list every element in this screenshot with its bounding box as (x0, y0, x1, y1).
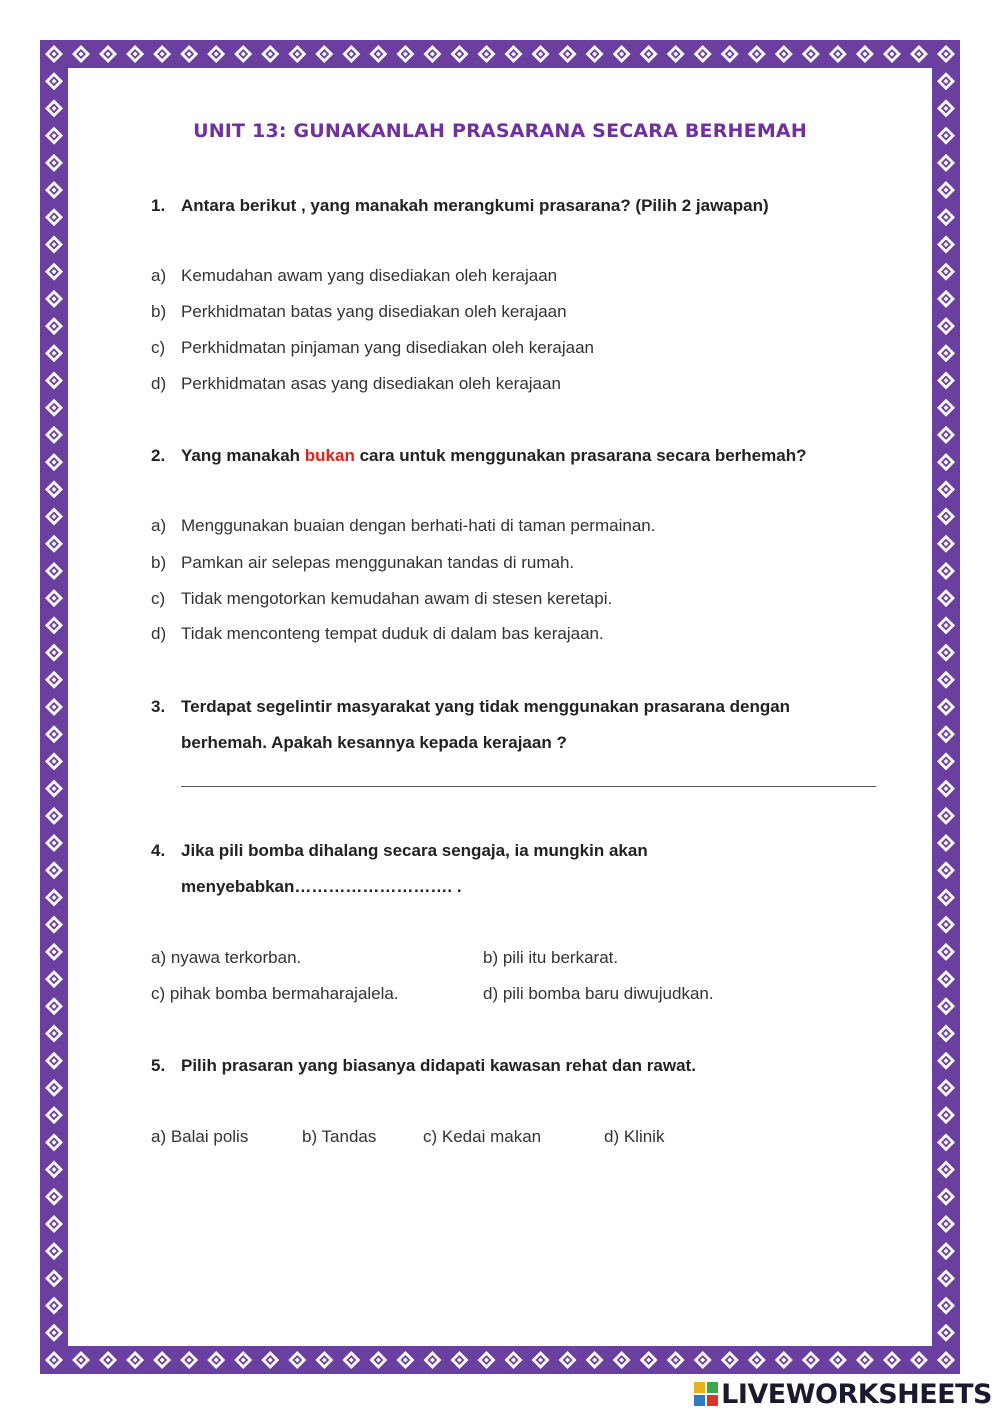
q2-option-a[interactable] (151, 516, 655, 536)
question-text-line2: menyebabkan………………………. . (181, 877, 462, 896)
q1-option-d[interactable] (151, 374, 561, 394)
option-text: Perkhidmatan asas yang disediakan oleh kerajaan (181, 374, 561, 393)
option-text: Tidak mengotorkan kemudahan awam di stesen keretapi. (181, 589, 613, 608)
q4-option-a[interactable]: a) nyawa terkorban. (151, 948, 302, 967)
q1-option-a[interactable] (151, 266, 557, 286)
option-letter: c) (151, 589, 166, 608)
question-text: Antara berikut , yang manakah merangkumi prasarana? (Pilih 2 jawapan) (181, 196, 769, 215)
option-letter: b) (151, 553, 167, 572)
question-text-start: Yang manakah (181, 446, 305, 465)
question-text-line1: Terdapat segelintir masyarakat yang tidak menggunakan prasarana dengan (181, 697, 791, 716)
question-text-end: cara untuk menggunakan prasarana secara berhemah? (354, 446, 807, 465)
q2-option-c[interactable] (151, 589, 612, 609)
option-text: Kemudahan awam yang disediakan oleh kerajaan (181, 266, 558, 285)
option-letter: c) (151, 338, 166, 357)
option-text: Menggunakan buaian dengan berhati-hati di taman permainan. (181, 516, 656, 535)
question-highlight: bukan (304, 446, 355, 465)
question-3 (151, 689, 790, 761)
question-text-line1: Jika pili bomba dihalang secara sengaja, ia mungkin akan (181, 841, 648, 860)
q2-option-d[interactable] (151, 624, 604, 644)
logo-text: LIVEWORKSHEETS (721, 1378, 992, 1410)
q1-option-c[interactable] (151, 338, 594, 358)
option-letter: a) (151, 516, 167, 535)
question-4 (151, 833, 648, 905)
q1-option-b[interactable] (151, 302, 567, 322)
question-number: 1. (151, 196, 166, 215)
answer-line[interactable] (181, 786, 876, 787)
option-text: Perkhidmatan pinjaman yang disediakan oleh kerajaan (181, 338, 594, 357)
option-text: Tidak menconteng tempat duduk di dalam bas kerajaan. (181, 624, 604, 643)
q4-option-b[interactable]: b) pili itu berkarat. (483, 948, 619, 967)
q5-option-a[interactable]: a) Balai polis (151, 1127, 249, 1146)
question-text-line2: berhemah. Apakah kesannya kepada kerajaan ? (181, 733, 567, 752)
question-number: 5. (151, 1056, 166, 1075)
option-letter: d) (151, 624, 167, 643)
liveworksheets-logo[interactable] (693, 1378, 992, 1410)
worksheet-title: UNIT 13: GUNAKANLAH PRASARANA SECARA BERHEMAH (193, 120, 807, 142)
option-text: Perkhidmatan batas yang disediakan oleh kerajaan (181, 302, 567, 321)
q5-option-b[interactable]: b) Tandas (302, 1127, 377, 1146)
question-number: 3. (151, 697, 166, 716)
q5-option-d[interactable]: d) Klinik (604, 1127, 665, 1146)
question-text: Pilih prasaran yang biasanya didapati kawasan rehat dan rawat. (181, 1056, 696, 1075)
question-1 (151, 188, 769, 224)
question-number: 4. (151, 841, 166, 860)
q4-option-d[interactable]: d) pili bomba baru diwujudkan. (483, 984, 714, 1003)
q5-option-c[interactable]: c) Kedai makan (423, 1127, 542, 1146)
option-letter: b) (151, 302, 167, 321)
question-number: 2. (151, 446, 166, 465)
q4-option-c[interactable]: c) pihak bomba bermaharajalela. (151, 984, 399, 1003)
option-letter: a) (151, 266, 167, 285)
question-5 (151, 1048, 696, 1084)
liveworksheets-logo-icon (693, 1381, 719, 1407)
option-letter: d) (151, 374, 167, 393)
question-2 (151, 438, 806, 474)
q2-option-b[interactable] (151, 553, 574, 573)
option-text: Pamkan air selepas menggunakan tandas di rumah. (181, 553, 575, 572)
